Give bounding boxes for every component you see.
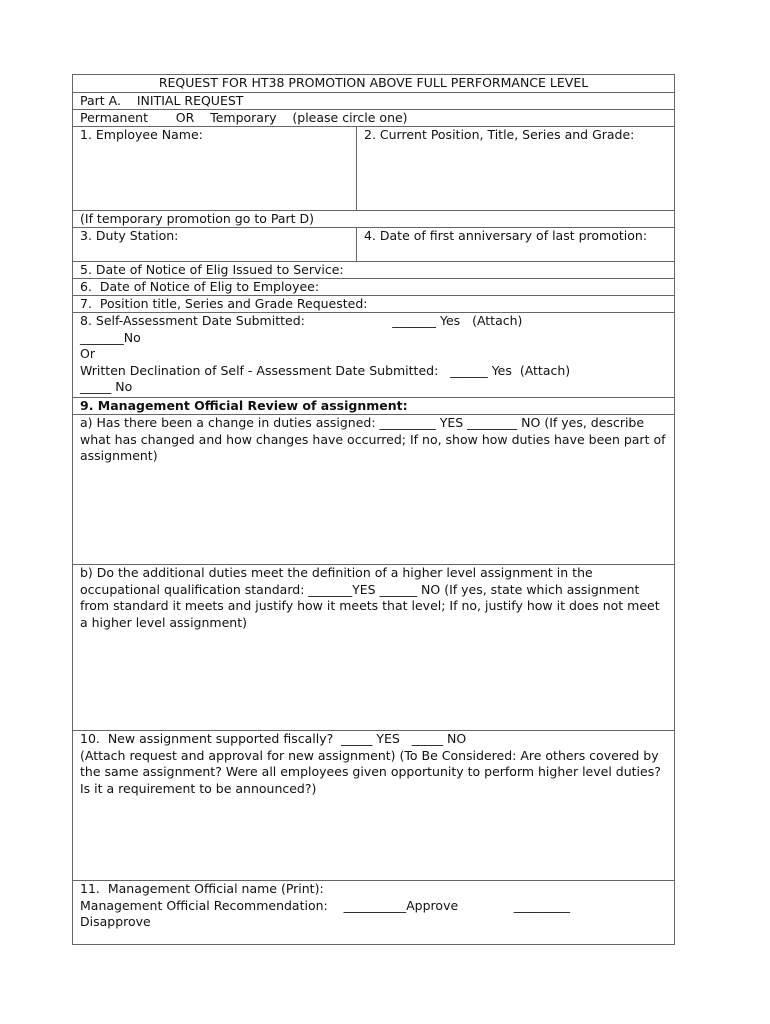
question-11-line-1: 11. Management Official name (Print): bbox=[80, 881, 324, 896]
promotion-request-form bbox=[72, 74, 675, 945]
temp-note-row bbox=[73, 210, 674, 227]
section-9-heading: 9. Management Official Review of assignment: bbox=[80, 398, 408, 413]
duty-station-field[interactable] bbox=[73, 228, 357, 261]
form-title-row bbox=[73, 75, 674, 92]
question-11-row[interactable] bbox=[73, 880, 674, 946]
question-9b: b) Do the additional duties meet the definition of a higher level assignment in the occupational qualification standard: _______YES ______ NO (If yes, state which assignment from standard it meets and justify how it meets that level; If no, justify how it does not meet a higher level assignment) bbox=[80, 565, 660, 630]
self-assessment-row[interactable] bbox=[73, 312, 674, 397]
question-10-row[interactable] bbox=[73, 730, 674, 880]
notice-employee-row[interactable] bbox=[73, 278, 674, 295]
part-a-heading: Part A. INITIAL REQUEST bbox=[80, 93, 244, 108]
anniversary-label: 4. Date of first anniversary of last promotion: bbox=[364, 228, 648, 243]
self-assessment-line-1: 8. Self-Assessment Date Submitted: _______ Yes (Attach) bbox=[80, 313, 523, 328]
question-11-line-2: Management Official Recommendation: __________Approve _________ bbox=[80, 897, 571, 913]
self-assessment-line-4: Written Declination of Self - Assessment Date Submitted: ______ Yes (Attach) bbox=[80, 362, 571, 378]
self-assessment-line-2: _______No bbox=[80, 329, 141, 345]
temp-note: (If temporary promotion go to Part D) bbox=[80, 211, 315, 226]
question-10-line-1: 10. New assignment supported fiscally? _____ YES _____ NO bbox=[80, 731, 467, 746]
duty-station-row bbox=[73, 227, 674, 261]
position-requested-row[interactable] bbox=[73, 295, 674, 312]
employee-position-row bbox=[73, 126, 674, 210]
notice-employee-label: 6. Date of Notice of Elig to Employee: bbox=[80, 279, 320, 294]
current-position-label: 2. Current Position, Title, Series and Grade: bbox=[364, 127, 635, 142]
employee-name-label: 1. Employee Name: bbox=[80, 127, 203, 142]
question-10-details: (Attach request and approval for new assignment) (To Be Considered: Are others covered by the same assignment? Were all employees given opportunity to perform higher level duties? Is it a requirement to be announced?) bbox=[80, 747, 661, 796]
employee-name-field[interactable] bbox=[73, 127, 357, 210]
form-title: REQUEST FOR HT38 PROMOTION ABOVE FULL PERFORMANCE LEVEL bbox=[158, 75, 589, 90]
self-assessment-line-5: _____ No bbox=[80, 379, 133, 394]
notice-service-row[interactable] bbox=[73, 261, 674, 278]
question-9a-row[interactable] bbox=[73, 414, 674, 564]
permanent-temporary-row bbox=[73, 109, 674, 126]
self-assessment-line-3: Or bbox=[80, 346, 95, 361]
question-9b-row[interactable] bbox=[73, 564, 674, 730]
duty-station-label: 3. Duty Station: bbox=[80, 228, 179, 243]
anniversary-field[interactable] bbox=[357, 228, 674, 261]
notice-service-label: 5. Date of Notice of Elig Issued to Service: bbox=[80, 262, 344, 277]
part-a-row bbox=[73, 92, 674, 109]
question-9a: a) Has there been a change in duties assigned: _________ YES ________ NO (If yes, describe what has changed and how changes have occurred; If no, show how duties have been part of assignment) bbox=[80, 415, 666, 463]
question-11-line-3: Disapprove bbox=[80, 914, 151, 929]
position-requested-label: 7. Position title, Series and Grade Requested: bbox=[80, 296, 368, 311]
section-9-heading-row bbox=[73, 397, 674, 414]
permanent-temporary-choice[interactable]: Permanent OR Temporary (please circle one) bbox=[80, 110, 408, 125]
current-position-field[interactable] bbox=[357, 127, 674, 210]
